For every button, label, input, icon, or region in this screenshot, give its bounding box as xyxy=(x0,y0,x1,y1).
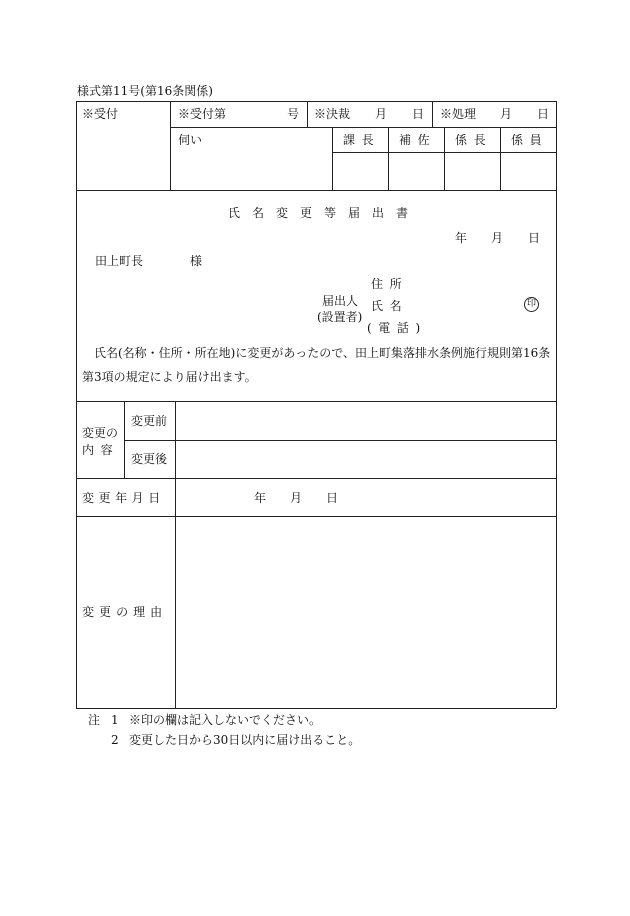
reason-label: 変更の理由 xyxy=(82,605,168,619)
body-text-line1: 氏名(名称・住所・所在地)に変更があったので、田上町集落排水条例施行規則第16条 xyxy=(94,346,551,360)
notifier-label: 届出人 xyxy=(322,294,359,308)
before-label: 変更前 xyxy=(131,414,168,428)
shori-label: ※処理 xyxy=(440,107,477,121)
date-month: 月 xyxy=(491,231,504,245)
seal-mark: 印 xyxy=(524,297,539,312)
date-day: 日 xyxy=(528,231,541,245)
change-contents-label-1: 変更の xyxy=(82,426,119,440)
hosa-label: 補佐 xyxy=(399,133,437,147)
date-year: 年 xyxy=(455,231,468,245)
change-contents-label-2: 内容 xyxy=(82,443,120,457)
uketsuke-number-label: ※受付第 xyxy=(178,107,227,121)
shori-month: 月 xyxy=(500,107,513,121)
document-title: 氏名変更等届出書 xyxy=(228,206,421,220)
kessai-label: ※決裁 xyxy=(314,107,351,121)
uketsuke-label: ※受付 xyxy=(82,107,119,121)
kachou-label: 課長 xyxy=(343,133,381,147)
note-2-text: 変更した日から30日以内に届け出ること。 xyxy=(129,733,361,747)
name-label: 氏名 xyxy=(371,299,409,313)
kakarichou-label: 係長 xyxy=(455,133,493,147)
body-text-line2: 第3項の規定により届け出ます。 xyxy=(82,370,257,384)
addressee: 田上町長 xyxy=(95,254,144,268)
notes-prefix: 注 xyxy=(88,713,101,727)
change-date-year: 年 xyxy=(254,491,267,505)
notifier-sub-label: (設置者) xyxy=(317,310,363,324)
gou-label: 号 xyxy=(287,107,300,121)
phone-label: (電話) xyxy=(367,321,427,335)
kessai-month: 月 xyxy=(375,107,388,121)
note-1-text: ※印の欄は記入しないでください。 xyxy=(129,713,322,727)
shori-day: 日 xyxy=(537,107,550,121)
note-1-number: 1 xyxy=(111,713,119,727)
address-label: 住所 xyxy=(371,277,409,291)
form-number: 様式第11号(第16条関係) xyxy=(77,84,213,98)
ukagai-label: 伺い xyxy=(178,133,203,147)
addressee-sama: 様 xyxy=(190,254,203,268)
change-date-month: 月 xyxy=(290,491,303,505)
kessai-day: 日 xyxy=(412,107,425,121)
after-label: 変更後 xyxy=(131,452,168,466)
change-date-label: 変更年月日 xyxy=(82,491,165,505)
kakariin-label: 係員 xyxy=(511,133,549,147)
change-date-day: 日 xyxy=(326,491,339,505)
note-2-number: 2 xyxy=(111,733,119,747)
